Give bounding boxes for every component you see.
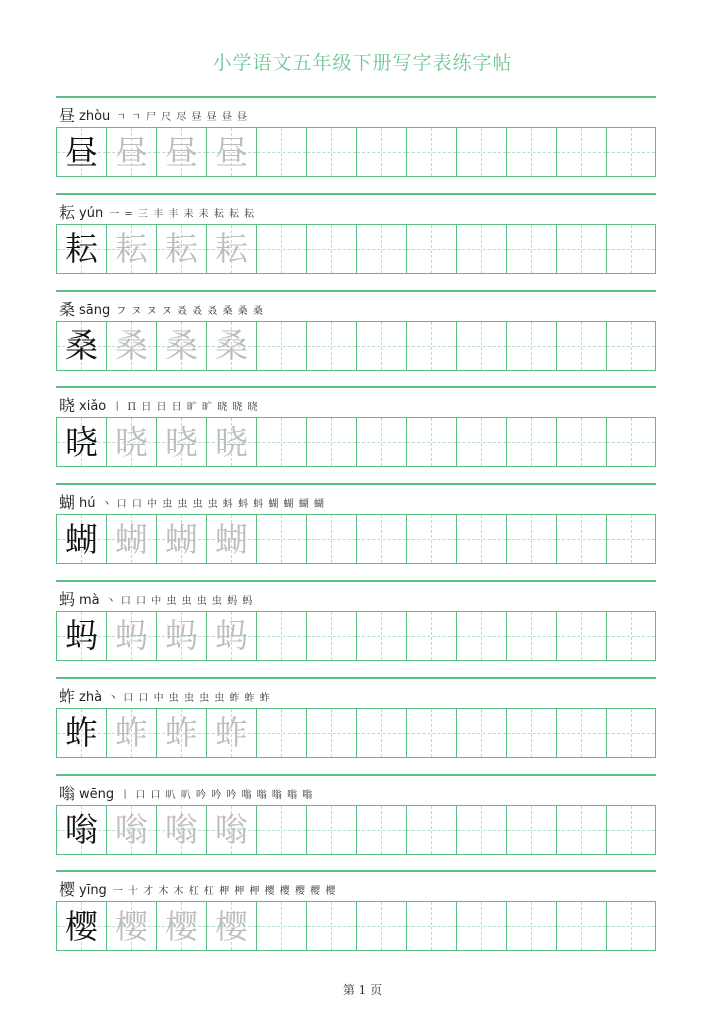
model-cell: [56, 611, 106, 661]
practice-entry: [56, 677, 656, 774]
trace-cell: [156, 805, 206, 855]
blank-practice-cell: [356, 708, 406, 758]
blank-practice-cell: [256, 901, 306, 951]
trace-cell: [106, 805, 156, 855]
header-pinyin: yīng: [79, 883, 107, 899]
header-pinyin: hú: [79, 496, 96, 512]
entry-divider: [56, 193, 656, 195]
trace-character: 樱: [215, 906, 248, 946]
blank-practice-cell: [556, 417, 606, 467]
blank-practice-cell: [456, 901, 506, 951]
trace-character: 蚂: [215, 616, 248, 656]
entry-divider: [56, 677, 656, 679]
blank-practice-cell: [556, 321, 606, 371]
blank-practice-cell: [256, 805, 306, 855]
trace-cell: [206, 321, 256, 371]
stroke-order: 丨 口 口 叭 叭 吟 吟 吟 嗡 嗡 嗡 嗡 嗡: [120, 789, 314, 801]
model-character: 蝴: [65, 519, 98, 559]
trace-cell: [206, 224, 256, 274]
practice-entry: [56, 774, 656, 871]
entry-header: [59, 588, 656, 610]
trace-character: 桑: [165, 326, 198, 366]
tianzige-grid: [56, 224, 656, 274]
blank-practice-cell: [506, 611, 556, 661]
blank-practice-cell: [506, 901, 556, 951]
tianzige-grid: [56, 417, 656, 467]
blank-practice-cell: [406, 805, 456, 855]
trace-character: 蝴: [215, 519, 248, 559]
trace-cell: [206, 611, 256, 661]
practice-entry: [56, 290, 656, 387]
tianzige-grid: [56, 514, 656, 564]
blank-practice-cell: [256, 417, 306, 467]
header-character: 耘: [59, 202, 76, 222]
entry-header: [59, 394, 656, 416]
blank-practice-cell: [456, 321, 506, 371]
trace-character: 樱: [115, 906, 148, 946]
blank-practice-cell: [556, 514, 606, 564]
model-character: 昼: [65, 132, 98, 172]
blank-practice-cell: [606, 417, 656, 467]
header-character: 樱: [59, 880, 76, 900]
model-character: 樱: [65, 906, 98, 946]
blank-practice-cell: [306, 127, 356, 177]
blank-practice-cell: [256, 514, 306, 564]
page-title: 小学语文五年级下册写字表练字帖: [212, 52, 513, 74]
trace-character: 蚂: [165, 616, 198, 656]
blank-practice-cell: [606, 321, 656, 371]
header-pinyin: mà: [79, 592, 100, 608]
blank-practice-cell: [356, 514, 406, 564]
blank-practice-cell: [306, 901, 356, 951]
stroke-order: ㄱ ㄱ 尸 尺 尽 昼 昼 昼 昼: [116, 112, 249, 123]
blank-practice-cell: [506, 708, 556, 758]
trace-cell: [206, 708, 256, 758]
entry-divider: [56, 774, 656, 776]
header-character: 晓: [59, 396, 76, 416]
header-character: 蝴: [59, 493, 76, 513]
tianzige-grid: [56, 901, 656, 951]
blank-practice-cell: [306, 321, 356, 371]
trace-character: 嗡: [165, 810, 198, 850]
entry-header: [59, 104, 656, 126]
entry-header: [59, 782, 656, 804]
model-cell: [56, 901, 106, 951]
trace-character: 昼: [215, 132, 248, 172]
trace-character: 昼: [165, 132, 198, 172]
header-pinyin: wēng: [79, 786, 115, 802]
tianzige-grid: [56, 321, 656, 371]
trace-character: 耘: [115, 229, 148, 269]
trace-character: 蚱: [115, 713, 148, 753]
stroke-order: 丨 П 日 日 日 旷 旷 晓 晓 晓: [112, 402, 259, 414]
blank-practice-cell: [606, 224, 656, 274]
trace-character: 蝴: [115, 519, 148, 559]
blank-practice-cell: [456, 417, 506, 467]
model-character: 耘: [65, 229, 98, 269]
trace-character: 蚂: [115, 616, 148, 656]
stroke-order: 丶 口 口 中 虫 虫 虫 虫 蚱 蚱 蚱: [108, 692, 271, 704]
trace-character: 樱: [165, 906, 198, 946]
blank-practice-cell: [606, 127, 656, 177]
blank-practice-cell: [256, 127, 306, 177]
trace-character: 晓: [215, 422, 248, 462]
blank-practice-cell: [456, 611, 506, 661]
practice-entry: [56, 386, 656, 483]
header-pinyin: sāng: [79, 302, 111, 318]
blank-practice-cell: [256, 708, 306, 758]
entry-divider: [56, 483, 656, 485]
trace-cell: [206, 901, 256, 951]
practice-entry: [56, 96, 656, 193]
blank-practice-cell: [356, 224, 406, 274]
blank-practice-cell: [606, 514, 656, 564]
model-cell: [56, 127, 106, 177]
trace-cell: [206, 514, 256, 564]
practice-entry: [56, 193, 656, 290]
header-pinyin: zhòu: [79, 109, 111, 124]
blank-practice-cell: [606, 805, 656, 855]
model-cell: [56, 514, 106, 564]
blank-practice-cell: [356, 805, 406, 855]
blank-practice-cell: [306, 611, 356, 661]
tianzige-grid: [56, 611, 656, 661]
tianzige-grid: [56, 805, 656, 855]
blank-practice-cell: [306, 417, 356, 467]
trace-cell: [106, 708, 156, 758]
blank-practice-cell: [356, 417, 406, 467]
trace-cell: [106, 611, 156, 661]
model-character: 嗡: [65, 810, 98, 850]
blank-practice-cell: [556, 805, 606, 855]
entry-header: [59, 298, 656, 320]
entry-divider: [56, 580, 656, 582]
blank-practice-cell: [356, 901, 406, 951]
header-character: 昼: [59, 106, 76, 125]
blank-practice-cell: [556, 611, 606, 661]
blank-practice-cell: [456, 805, 506, 855]
blank-practice-cell: [406, 611, 456, 661]
blank-practice-cell: [506, 417, 556, 467]
entry-header: [59, 201, 656, 223]
trace-cell: [156, 321, 206, 371]
header-pinyin: xiǎo: [79, 399, 107, 415]
blank-practice-cell: [406, 417, 456, 467]
trace-character: 蝴: [165, 519, 198, 559]
practice-entry: [56, 483, 656, 580]
trace-cell: [156, 901, 206, 951]
trace-cell: [106, 514, 156, 564]
blank-practice-cell: [306, 805, 356, 855]
trace-cell: [106, 127, 156, 177]
blank-practice-cell: [406, 514, 456, 564]
blank-practice-cell: [256, 321, 306, 371]
trace-character: 嗡: [115, 810, 148, 850]
practice-entry: [56, 580, 656, 677]
model-cell: [56, 321, 106, 371]
entry-divider: [56, 290, 656, 292]
trace-character: 耘: [165, 229, 198, 269]
blank-practice-cell: [456, 224, 506, 274]
entry-divider: [56, 386, 656, 388]
header-pinyin: yún: [79, 205, 104, 221]
model-character: 蚂: [65, 616, 98, 656]
blank-practice-cell: [506, 224, 556, 274]
blank-practice-cell: [606, 708, 656, 758]
blank-practice-cell: [356, 127, 406, 177]
blank-practice-cell: [356, 321, 406, 371]
tianzige-grid: [56, 127, 656, 177]
blank-practice-cell: [556, 224, 606, 274]
trace-cell: [156, 417, 206, 467]
trace-character: 蚱: [165, 713, 198, 753]
trace-character: 耘: [215, 229, 248, 269]
header-character: 桑: [59, 299, 76, 319]
blank-practice-cell: [306, 514, 356, 564]
stroke-order: フ ヌ ヌ ヌ 叒 叒 叒 桑 桑 桑: [116, 305, 264, 317]
header-character: 蚱: [59, 686, 76, 706]
blank-practice-cell: [456, 708, 506, 758]
trace-cell: [156, 514, 206, 564]
entry-divider: [56, 870, 656, 872]
header-character: 蚂: [59, 589, 76, 609]
trace-cell: [156, 127, 206, 177]
blank-practice-cell: [456, 514, 506, 564]
trace-cell: [156, 708, 206, 758]
model-character: 晓: [65, 422, 98, 462]
blank-practice-cell: [556, 708, 606, 758]
tianzige-grid: [56, 708, 656, 758]
stroke-order: 丶 口 口 中 虫 虫 虫 虫 蚪 蚪 蚪 蝴 蝴 蝴 蝴: [101, 499, 326, 511]
model-character: 蚱: [65, 713, 98, 753]
trace-character: 晓: [165, 422, 198, 462]
blank-practice-cell: [306, 224, 356, 274]
trace-character: 昼: [115, 132, 148, 172]
model-cell: [56, 417, 106, 467]
entry-header: [59, 685, 656, 707]
blank-practice-cell: [606, 611, 656, 661]
stroke-order: 丶 口 口 中 虫 虫 虫 虫 蚂 蚂: [105, 595, 254, 607]
blank-practice-cell: [506, 514, 556, 564]
model-cell: [56, 224, 106, 274]
trace-cell: [106, 321, 156, 371]
model-character: 桑: [65, 326, 98, 366]
trace-character: 桑: [215, 326, 248, 366]
trace-cell: [206, 805, 256, 855]
blank-practice-cell: [256, 611, 306, 661]
entry-header: [59, 878, 656, 900]
practice-sheet: [56, 96, 656, 967]
entry-divider: [56, 96, 656, 98]
entry-header: [59, 491, 656, 513]
trace-cell: [106, 901, 156, 951]
blank-practice-cell: [256, 224, 306, 274]
stroke-order: 一 = 三 丰 丰 耒 耒 耘 耘 耘: [109, 208, 256, 220]
blank-practice-cell: [406, 901, 456, 951]
blank-practice-cell: [606, 901, 656, 951]
blank-practice-cell: [406, 224, 456, 274]
trace-character: 嗡: [215, 810, 248, 850]
trace-cell: [106, 224, 156, 274]
model-cell: [56, 805, 106, 855]
blank-practice-cell: [506, 805, 556, 855]
blank-practice-cell: [556, 901, 606, 951]
header-pinyin: zhà: [79, 689, 103, 705]
page-footer: 第 1 页: [342, 983, 383, 997]
trace-cell: [156, 611, 206, 661]
model-cell: [56, 708, 106, 758]
blank-practice-cell: [356, 611, 406, 661]
practice-entry: [56, 870, 656, 967]
blank-practice-cell: [556, 127, 606, 177]
trace-cell: [106, 417, 156, 467]
trace-cell: [156, 224, 206, 274]
blank-practice-cell: [406, 708, 456, 758]
header-character: 嗡: [59, 783, 76, 803]
stroke-order: 一 十 才 木 木 杠 杠 柙 柙 柙 樱 樱 樱 樱 樱: [112, 886, 337, 898]
trace-character: 桑: [115, 326, 148, 366]
blank-practice-cell: [456, 127, 506, 177]
blank-practice-cell: [406, 127, 456, 177]
blank-practice-cell: [506, 321, 556, 371]
trace-cell: [206, 127, 256, 177]
blank-practice-cell: [506, 127, 556, 177]
trace-character: 晓: [115, 422, 148, 462]
trace-cell: [206, 417, 256, 467]
blank-practice-cell: [406, 321, 456, 371]
blank-practice-cell: [306, 708, 356, 758]
trace-character: 蚱: [215, 713, 248, 753]
